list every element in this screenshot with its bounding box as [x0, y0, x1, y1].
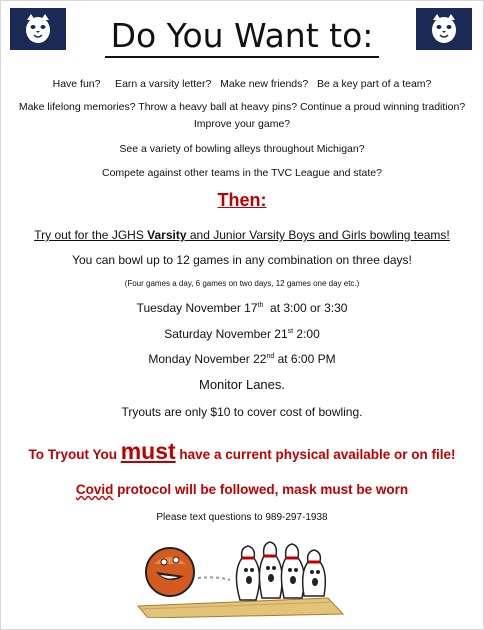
question-line-2: Make lifelong memories? Throw a heavy ball at heavy pins? Continue a proud winning tradition? — [18, 101, 466, 113]
tryout-line — [0, 228, 484, 242]
tryout-date-3 — [0, 352, 484, 366]
tryout-date-1 — [0, 301, 484, 315]
question-line-4: See a variety of bowling alleys throughout Michigan? — [119, 143, 365, 155]
date-2-time: 2:00 — [293, 327, 320, 341]
requirement-before: To Tryout You — [28, 447, 121, 462]
question-line-1: Have fun? Earn a varsity letter? Make new friends? Be a key part of a team? — [52, 78, 432, 90]
covid-rest: protocol will be followed, mask must be worn — [113, 482, 409, 497]
date-1-time: at 3:00 or 3:30 — [263, 301, 348, 315]
bowling-ball-pins-cartoon-icon — [128, 528, 348, 618]
date-2-suffix: st — [287, 328, 294, 335]
contact-line: Please text questions to 989-297-1938 — [156, 512, 328, 523]
covid-word: Covid — [75, 482, 114, 497]
tryout-date-2 — [0, 327, 484, 341]
covid-protocol-line — [0, 482, 484, 497]
date-3-day: Monday November 22 — [148, 352, 267, 366]
then-heading — [0, 190, 484, 211]
page-title-text: Do You Want to: — [105, 16, 380, 58]
date-3-time: at 6:00 PM — [274, 352, 336, 366]
date-1-day: Tuesday November 17 — [136, 301, 258, 315]
requirement-after: have a current physical available or on file! — [175, 447, 456, 462]
games-line: You can bowl up to 12 games in any combination on three days! — [72, 253, 412, 267]
tryout-part-1: Try out for the JGHS — [34, 228, 148, 242]
question-line-3: Improve your game? — [193, 118, 291, 130]
then-heading-text: Then: — [217, 190, 267, 210]
date-3-suffix: nd — [266, 353, 275, 360]
tryout-part-2: and Junior Varsity Boys and Girls bowling teams! — [186, 228, 450, 242]
page-title — [0, 16, 484, 55]
tryout-text — [34, 228, 450, 242]
games-note: (Four games a day, 6 games on two days, 12 games one day etc.) — [124, 279, 360, 288]
date-1-suffix: th — [257, 302, 264, 309]
date-2-day: Saturday November 21 — [164, 327, 288, 341]
requirement-must: must — [120, 438, 176, 464]
physical-requirement-line — [0, 438, 484, 465]
tryout-varsity: Varsity — [147, 228, 187, 242]
question-line-5: Compete against other teams in the TVC League and state? — [102, 167, 382, 179]
cost-line: Tryouts are only $10 to cover cost of bowling. — [121, 405, 363, 419]
venue-line: Monitor Lanes. — [199, 377, 285, 392]
